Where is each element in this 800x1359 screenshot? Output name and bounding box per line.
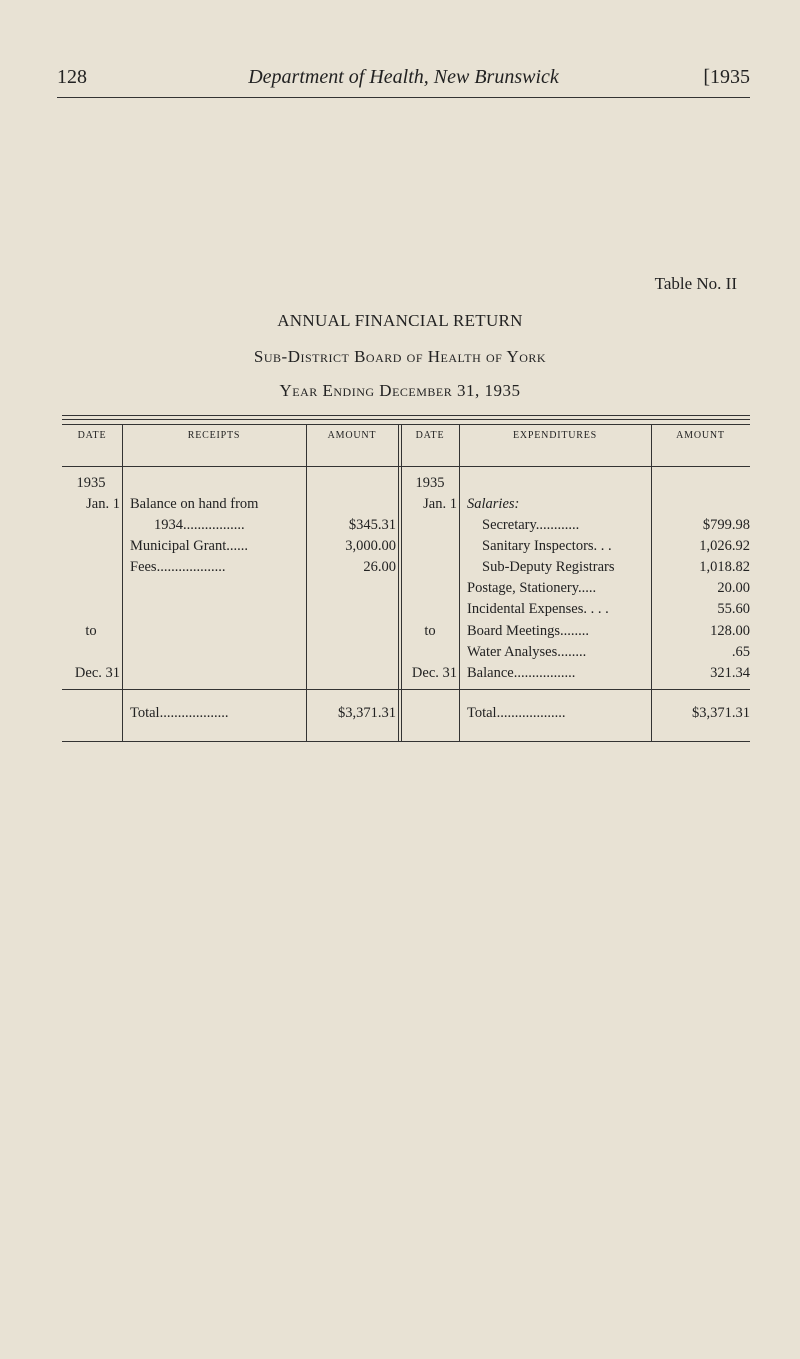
financial-table bbox=[62, 415, 750, 741]
running-title: Department of Health, New Brunswick bbox=[248, 66, 559, 88]
col-header-expenditures: EXPENDITURES bbox=[512, 430, 598, 441]
expenditure-label-1: Sanitary Inspectors. . . bbox=[482, 538, 612, 554]
expenditure-amount-1: 1,026.92 bbox=[699, 538, 750, 554]
col-header-date-2: DATE bbox=[415, 430, 445, 441]
receipt-label-0: Balance on hand from bbox=[130, 496, 259, 512]
expenditure-label-4: Incidental Expenses. . . . bbox=[467, 601, 609, 617]
col-divider-2 bbox=[306, 424, 307, 741]
report-title: ANNUAL FINANCIAL RETURN bbox=[277, 311, 523, 330]
receipt-amount-1: $345.31 bbox=[348, 517, 396, 533]
col-header-amount-2: AMOUNT bbox=[676, 430, 725, 441]
expenditure-amount-6: .65 bbox=[731, 644, 750, 660]
expenditures-total-amount: $3,371.31 bbox=[692, 705, 750, 721]
header-bottom-rule bbox=[62, 466, 750, 467]
table-top-rule-3 bbox=[62, 424, 750, 425]
expenditure-end-date: Dec. 31 bbox=[411, 665, 457, 681]
page-number: 128 bbox=[57, 66, 87, 88]
header-year: [1935 bbox=[703, 66, 750, 88]
col-divider-3b bbox=[401, 424, 402, 741]
expenditure-label-3: Postage, Stationery..... bbox=[467, 580, 597, 596]
salaries-heading: Salaries: bbox=[467, 496, 520, 512]
expenditure-to: to bbox=[424, 623, 436, 639]
receipts-total-amount: $3,371.31 bbox=[338, 705, 396, 721]
report-period: Year Ending December 31, 1935 bbox=[279, 381, 521, 400]
col-divider-1 bbox=[122, 424, 123, 741]
expenditure-label-6: Water Analyses........ bbox=[467, 644, 587, 660]
receipts-to: to bbox=[85, 623, 97, 639]
expenditure-amount-5: 128.00 bbox=[710, 623, 750, 639]
expenditure-amount-7: 321.34 bbox=[710, 665, 750, 681]
receipts-year: 1935 bbox=[76, 475, 106, 491]
expenditure-label-7: Balance................. bbox=[467, 665, 576, 681]
header-rule bbox=[57, 97, 750, 98]
expenditure-label-5: Board Meetings........ bbox=[467, 623, 590, 639]
col-header-date: DATE bbox=[77, 430, 107, 441]
receipt-label-1: 1934................. bbox=[154, 517, 245, 533]
col-divider-3a bbox=[398, 424, 399, 741]
table-bottom-rule bbox=[62, 741, 750, 742]
receipt-amount-2: 3,000.00 bbox=[345, 538, 396, 554]
expenditure-start-date: Jan. 1 bbox=[423, 496, 457, 512]
expenditure-amount-3: 20.00 bbox=[717, 580, 750, 596]
expenditure-year: 1935 bbox=[415, 475, 445, 491]
total-top-rule bbox=[62, 689, 750, 690]
col-divider-4 bbox=[459, 424, 460, 741]
receipts-total-label: Total................... bbox=[130, 705, 229, 721]
report-subtitle: Sub-District Board of Health of York bbox=[253, 347, 547, 366]
table-top-rule-2 bbox=[62, 419, 750, 420]
expenditure-amount-0: $799.98 bbox=[702, 517, 750, 533]
table-number: Table No. II bbox=[654, 274, 737, 293]
expenditure-label-2: Sub-Deputy Registrars bbox=[482, 559, 615, 575]
receipts-start-date: Jan. 1 bbox=[86, 496, 120, 512]
receipt-label-3: Fees................... bbox=[130, 559, 226, 575]
col-header-amount: AMOUNT bbox=[327, 430, 377, 441]
expenditure-amount-4: 55.60 bbox=[717, 601, 750, 617]
running-header bbox=[57, 66, 750, 96]
table-top-rule-1 bbox=[62, 415, 750, 416]
expenditure-label-0: Secretary............ bbox=[482, 517, 580, 533]
expenditures-total-label: Total................... bbox=[467, 705, 566, 721]
col-header-receipts: RECEIPTS bbox=[187, 430, 241, 441]
receipt-amount-3: 26.00 bbox=[363, 559, 396, 575]
receipts-end-date: Dec. 31 bbox=[74, 665, 120, 681]
receipt-label-2: Municipal Grant...... bbox=[130, 538, 248, 554]
expenditure-amount-2: 1,018.82 bbox=[699, 559, 750, 575]
